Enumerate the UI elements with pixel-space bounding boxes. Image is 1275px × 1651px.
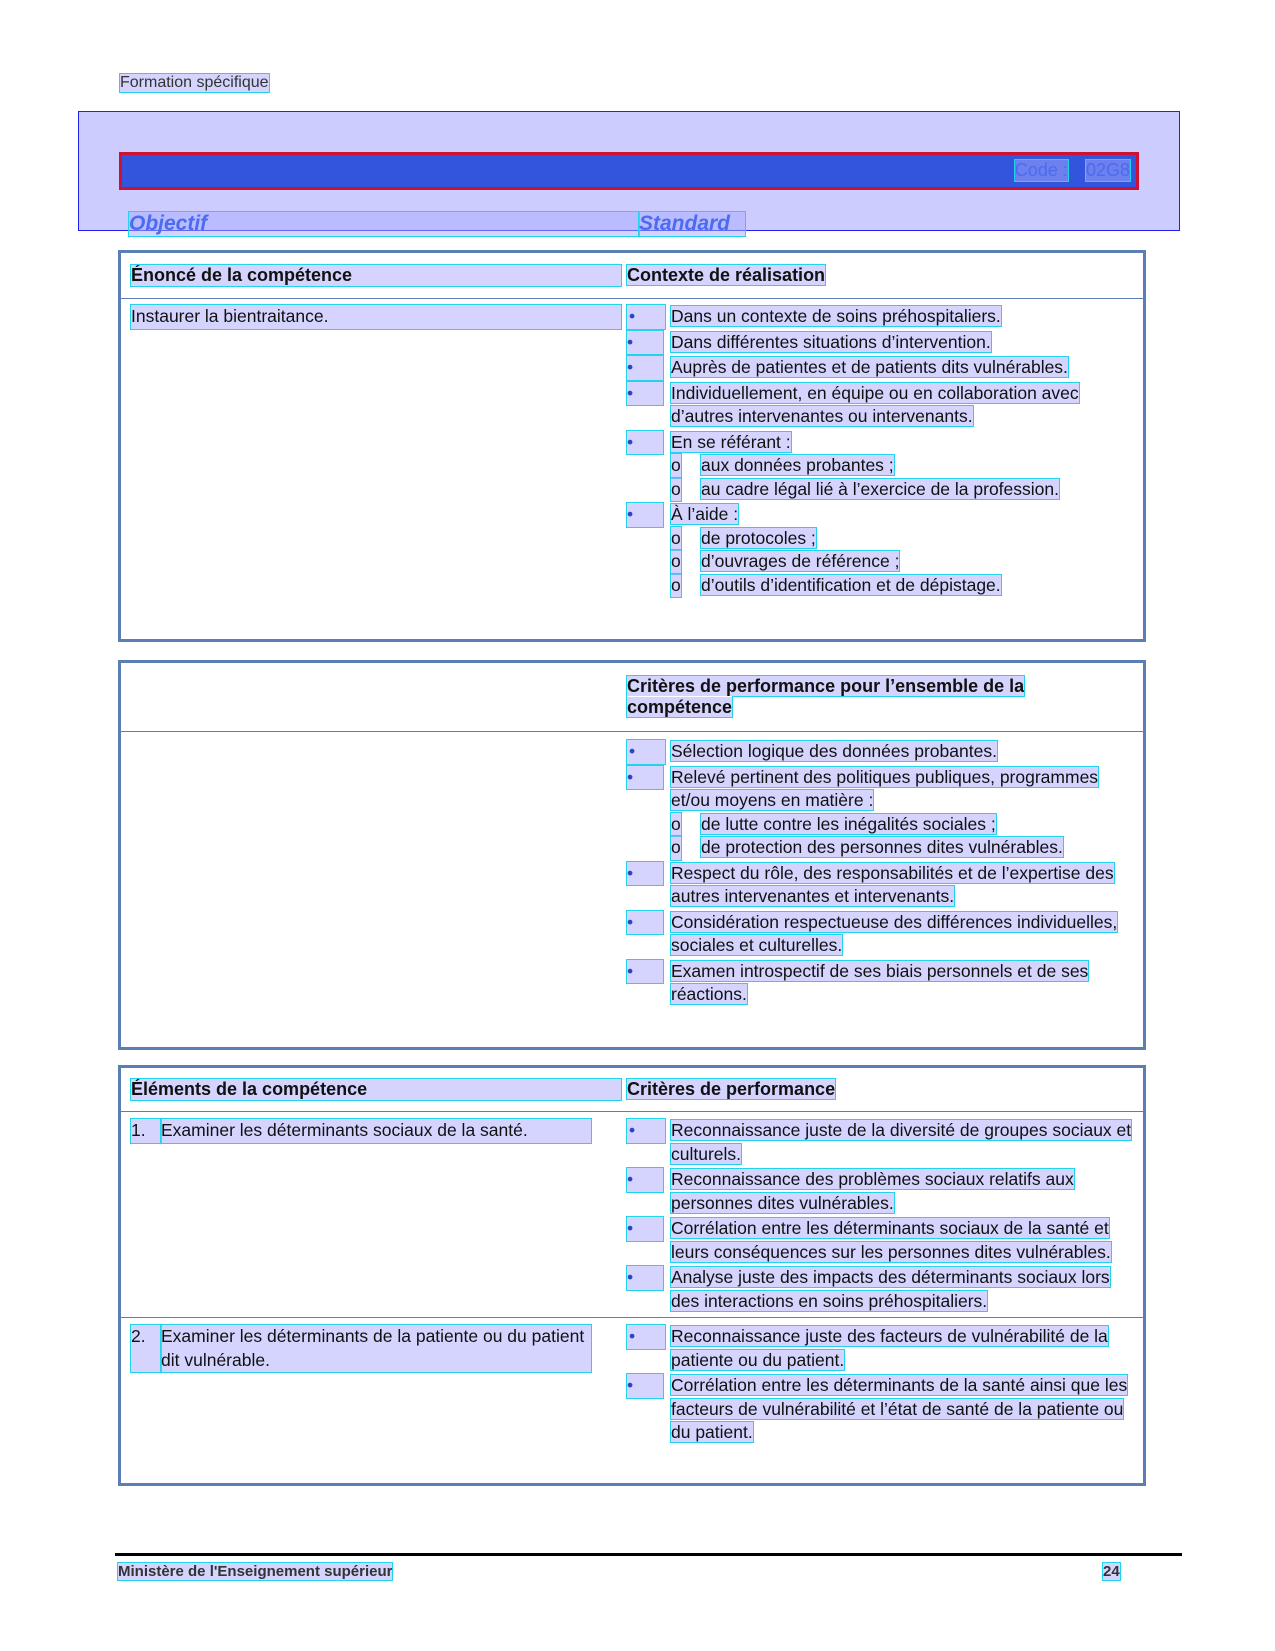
bullet-icon: • xyxy=(627,1119,665,1143)
bullet-list xyxy=(627,1325,1133,1445)
bullet-icon: • xyxy=(627,305,665,329)
numbered-element xyxy=(131,1325,627,1372)
bullet-icon: • xyxy=(627,740,665,764)
bullet-icon: • xyxy=(627,331,663,355)
competence-statement: Instaurer la bientraitance. xyxy=(131,305,621,329)
list-item xyxy=(627,1168,1133,1215)
list-item-text: Reconnaissance juste des facteurs de vulnérabilité de la patiente ou du patient. xyxy=(671,1326,1108,1370)
bullet-icon: • xyxy=(627,1266,663,1290)
sub-list-item-text: de protection des personnes dites vulnérables. xyxy=(701,837,1063,857)
list-item xyxy=(627,431,1133,502)
running-head: Formation spécifique xyxy=(120,74,269,91)
standard-heading: Standard xyxy=(639,212,745,236)
element-cell xyxy=(121,1325,627,1447)
sub-list-item xyxy=(671,813,1133,837)
bullet-icon: • xyxy=(627,1217,663,1241)
sub-list-item-text: de lutte contre les inégalités sociales ; xyxy=(701,813,996,834)
header-band xyxy=(78,111,1180,235)
sub-list-item-text: au cadre légal lié à l’exercice de la profession. xyxy=(701,478,1059,499)
footer-ministry: Ministère de l'Enseignement supérieur xyxy=(118,1563,393,1580)
bullet-icon: • xyxy=(627,1168,663,1192)
code-value: 02G8 xyxy=(1085,160,1130,180)
list-item xyxy=(627,1374,1133,1445)
list-item-text: Reconnaissance des problèmes sociaux relatifs aux personnes dites vulnérables. xyxy=(671,1169,1074,1213)
circle-bullet-icon: o xyxy=(671,454,681,478)
list-item xyxy=(627,305,1133,329)
bullet-icon: • xyxy=(627,960,663,984)
bullet-icon: • xyxy=(627,503,663,527)
footer-rule xyxy=(115,1553,1182,1556)
element-text: Examiner les déterminants de la patiente ou du patient dit vulnérable. xyxy=(161,1325,591,1372)
code-bar xyxy=(119,152,1139,190)
circle-bullet-icon: o xyxy=(671,574,681,598)
numbered-element xyxy=(131,1119,627,1143)
sub-list-item-text: d’ouvrages de référence ; xyxy=(701,551,900,571)
bullet-icon: • xyxy=(627,766,663,790)
enonce-header: Énoncé de la compétence xyxy=(131,265,621,286)
bullet-icon: • xyxy=(627,1374,663,1398)
circle-bullet-icon: o xyxy=(671,478,681,502)
list-item-text: Respect du rôle, des responsabilités et de l’expertise des autres intervenantes et intervenants. xyxy=(671,862,1114,906)
list-item-text: Dans un contexte de soins préhospitaliers. xyxy=(671,306,1001,326)
sub-list xyxy=(671,527,1133,598)
list-item-text: Corrélation entre les déterminants de la santé ainsi que les facteurs de vulnérabilité et l’état de santé de la patiente ou du patient. xyxy=(671,1375,1128,1442)
list-item xyxy=(627,740,1133,764)
sub-list-item xyxy=(671,574,1133,598)
list-item-text: À l’aide : xyxy=(671,504,739,524)
elements-rows xyxy=(121,1111,1143,1449)
list-item-text: Auprès de patientes et de patients dits vulnérables. xyxy=(671,357,1068,377)
circle-bullet-icon: o xyxy=(671,813,681,837)
list-item-text: Analyse juste des impacts des déterminants sociaux lors des interactions en soins préhospitaliers. xyxy=(671,1267,1110,1311)
criteria-global-table xyxy=(118,660,1146,1050)
list-item xyxy=(627,1266,1133,1313)
list-item xyxy=(627,503,1133,597)
element-text: Examiner les déterminants sociaux de la santé. xyxy=(161,1119,591,1143)
circle-bullet-icon: o xyxy=(671,527,681,551)
element-cell xyxy=(121,1119,627,1315)
elements-table xyxy=(118,1065,1146,1486)
competence-table xyxy=(118,250,1146,642)
elements-header: Éléments de la compétence xyxy=(131,1079,621,1100)
contexte-list xyxy=(627,305,1143,599)
bullet-icon: • xyxy=(627,911,663,935)
objectif-heading: Objectif xyxy=(129,212,639,236)
list-item xyxy=(627,766,1133,860)
list-item-text: Examen introspectif de ses biais personnels et de ses réactions. xyxy=(671,960,1089,1004)
list-item xyxy=(627,911,1133,958)
bullet-icon: • xyxy=(627,356,663,380)
list-item xyxy=(627,1325,1133,1372)
list-item-text: Individuellement, en équipe ou en collaboration avec d’autres intervenantes ou intervenants. xyxy=(671,382,1079,426)
criteres-header: Critères de performance xyxy=(627,1079,836,1099)
contexte-header: Contexte de réalisation xyxy=(627,265,826,285)
code-label: Code : xyxy=(1014,160,1068,180)
sub-list xyxy=(671,813,1133,860)
element-number: 1. xyxy=(131,1119,161,1143)
bullet-list xyxy=(627,1119,1133,1313)
circle-bullet-icon: o xyxy=(671,836,681,860)
sub-list-item xyxy=(671,454,1133,478)
element-row xyxy=(121,1111,1143,1317)
sub-list-item xyxy=(671,527,1133,551)
criteres-ensemble-header: Critères de performance pour l’ensemble de la compétence xyxy=(627,676,1025,717)
bullet-icon: • xyxy=(627,382,663,406)
list-item xyxy=(627,356,1133,380)
bullet-icon: • xyxy=(627,431,663,455)
bullet-list xyxy=(627,305,1133,597)
list-item xyxy=(627,1217,1133,1264)
list-item xyxy=(627,862,1133,909)
criteria-cell xyxy=(627,1119,1143,1315)
bullet-icon: • xyxy=(627,862,663,886)
circle-bullet-icon: o xyxy=(671,550,681,574)
list-item-text: Relevé pertinent des politiques publiques, programmes et/ou moyens en matière : xyxy=(671,766,1099,810)
list-item-text: Dans différentes situations d’intervention. xyxy=(671,331,991,352)
criteria-cell xyxy=(627,1325,1143,1447)
bullet-icon: • xyxy=(627,1325,665,1349)
page-number: 24 xyxy=(1103,1563,1120,1580)
list-item xyxy=(627,382,1133,429)
list-item-text: Considération respectueuse des différences individuelles, sociales et culturelles. xyxy=(671,911,1118,955)
list-item xyxy=(627,331,1133,355)
element-row xyxy=(121,1317,1143,1449)
criteres-ensemble-list xyxy=(627,740,1143,1009)
list-item-text: Corrélation entre les déterminants sociaux de la santé et leurs conséquences sur les personnes dites vulnérables. xyxy=(671,1218,1111,1262)
list-item-text: Sélection logique des données probantes. xyxy=(671,741,997,761)
sub-list-item-text: aux données probantes ; xyxy=(701,455,894,475)
bullet-list xyxy=(627,740,1133,1007)
sub-list-item-text: d’outils d’identification et de dépistage. xyxy=(701,574,1001,595)
sub-list-item-text: de protocoles ; xyxy=(701,527,816,548)
course-code xyxy=(1015,160,1130,181)
list-item-text: Reconnaissance juste de la diversité de groupes sociaux et culturels. xyxy=(671,1120,1132,1164)
element-number: 2. xyxy=(131,1325,161,1372)
list-item-text: En se référant : xyxy=(671,431,791,452)
sub-list-item xyxy=(671,478,1133,502)
list-item xyxy=(627,1119,1133,1166)
sub-list-item xyxy=(671,836,1133,860)
sub-list-item xyxy=(671,550,1133,574)
sub-list xyxy=(671,454,1133,501)
list-item xyxy=(627,960,1133,1007)
